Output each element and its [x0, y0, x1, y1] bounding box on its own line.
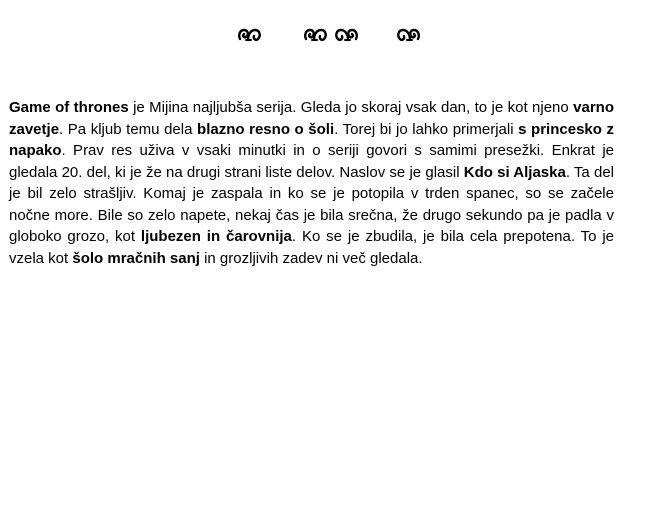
- text-segment: in grozljivih zadev ni več gledala.: [199, 249, 423, 267]
- text-segment: . Pa kljub temu dela: [59, 120, 198, 138]
- text-segment: . Prav res uživa v vsaki minutki in o seriji govori s samimi presežki. Enkrat je gledala 20. del, ki je že na drugi strani liste delov. Naslov se je glasil: [9, 142, 614, 181]
- ornament-left-icon: [237, 26, 263, 49]
- ornament-middle-a-icon: [303, 26, 329, 49]
- ornament-header: [0, 26, 658, 49]
- text-segment-bold: varno zavetje: [9, 99, 614, 138]
- text-segment: . Torej bi jo lahko primerjali: [334, 120, 519, 138]
- body-paragraph: [9, 97, 614, 269]
- text-segment-bold: Game of thrones: [9, 99, 129, 116]
- text-segment-bold: blazno resno o šoli: [197, 120, 335, 138]
- text-segment: . Ko se je zbudila, je bila cela prepotena. To je vzela kot: [9, 228, 614, 267]
- ornament-middle-b-icon: [331, 26, 359, 49]
- text-segment-bold: šolo mračnih sanj: [72, 249, 200, 267]
- text-segment-bold: ljubezen in čarovnija: [140, 228, 292, 245]
- text-segment: . Ta del je bil zelo strašljiv. Komaj je zaspala in ko se je potopila v trden spanec, so se začele nočne more. Bile so zelo napete, nekaj čas je bila srečna, že drugo sekundo pa je padla v globoko grozo, kot: [9, 163, 615, 245]
- text-segment-bold: Kdo si Aljaska: [463, 163, 566, 181]
- text-segment-bold: s princesko z napako: [9, 120, 614, 159]
- ornament-middle-group: [303, 26, 359, 49]
- ornament-right-icon: [393, 26, 421, 49]
- text-segment: je Mijina najljubša serija. Gleda jo skoraj vsak dan, to je kot njeno: [128, 99, 574, 116]
